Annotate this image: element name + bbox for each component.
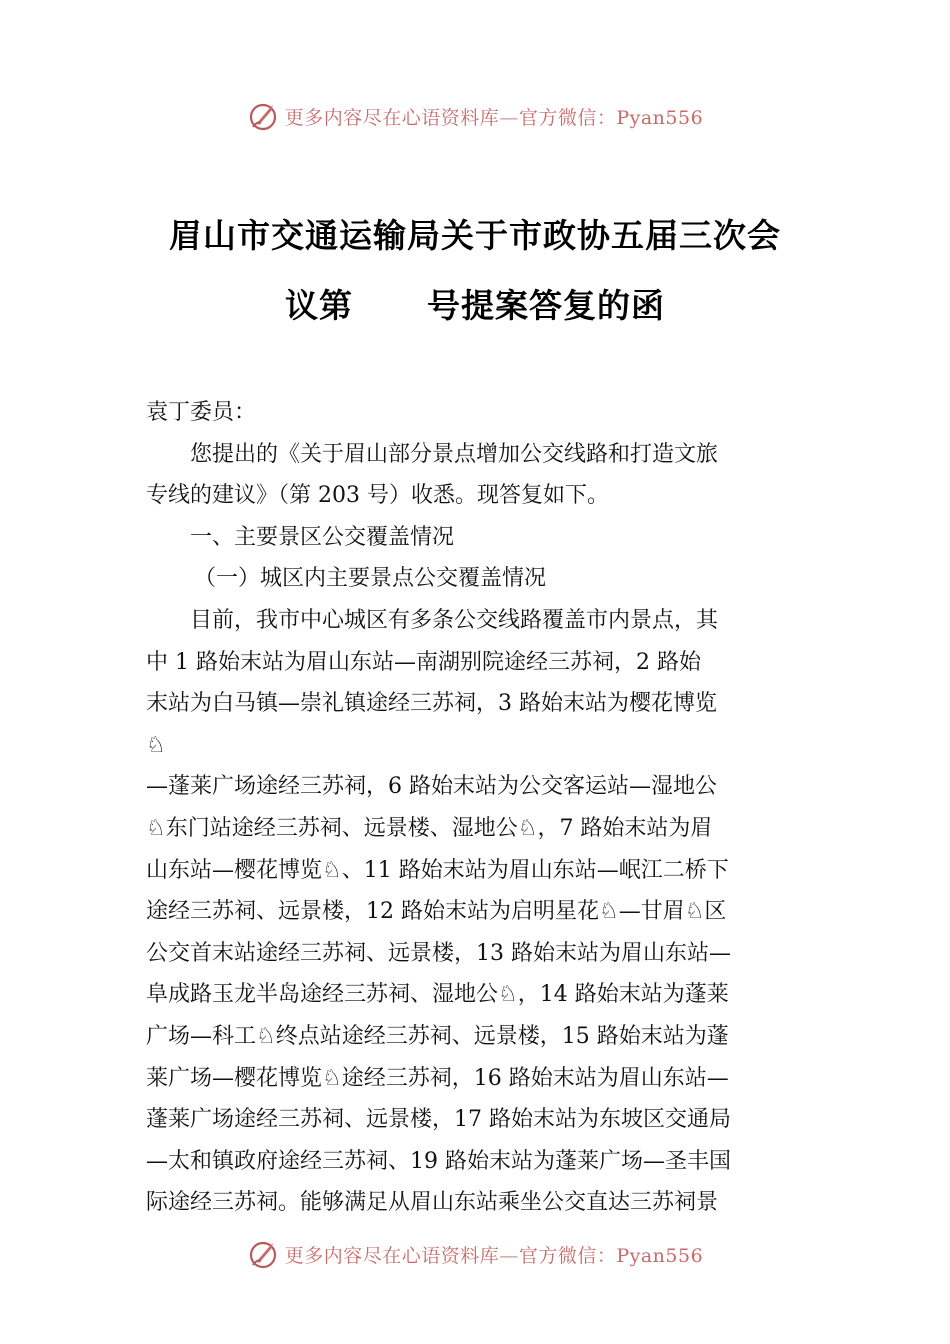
- body-line: 末站为白马镇—崇礼镇途经三苏祠，3 路始末站为樱花博览: [146, 691, 717, 717]
- body-line: 公交首末站途经三苏祠、远景楼，13 路始末站为眉山东站—: [146, 940, 731, 966]
- body-line: 蓬莱广场途经三苏祠、远景楼，17 路始末站为东坡区交通局: [146, 1107, 731, 1133]
- section-heading-2: （一）城区内主要景点公交覆盖情况: [194, 566, 547, 592]
- salutation: 袁丁委员：: [146, 400, 257, 425]
- body-line: 途经三苏祠、远景楼，12 路始末站为启明星花♘—甘眉♘区: [146, 899, 727, 925]
- pen-logo-icon: [247, 99, 281, 133]
- pen-logo-icon: [247, 1237, 281, 1271]
- body-line: 莱广场—樱花博览♘途经三苏祠，16 路始末站为眉山东站—: [146, 1065, 729, 1091]
- intro-line-2: 专线的建议》（第 203 号）收悉。现答复如下。: [146, 483, 609, 509]
- body-line: ♘东门站途经三苏祠、远景楼、湿地公♘，7 路始末站为眉: [146, 815, 713, 841]
- letter-body: [146, 392, 810, 1224]
- watermark-text: 更多内容尽在心语资料库—官方微信：Pyan556: [284, 106, 704, 129]
- body-line-glyph: ♘: [146, 732, 166, 758]
- body-line: 山东站—樱花博览♘、11 路始末站为眉山东站—岷江二桥下: [146, 857, 729, 883]
- watermark-text: 更多内容尽在心语资料库—官方微信：Pyan556: [284, 1244, 704, 1267]
- body-line: 目前，我市中心城区有多条公交线路覆盖市内景点，其: [190, 607, 719, 633]
- section-heading-1: 一、主要景区公交覆盖情况: [190, 524, 455, 550]
- intro-line-1: 您提出的《关于眉山部分景点增加公交线路和打造文旅: [190, 441, 719, 467]
- watermark-banner-top: [0, 96, 950, 136]
- body-line: 际途经三苏祠。能够满足从眉山东站乘坐公交直达三苏祠景: [146, 1190, 719, 1216]
- body-line: —蓬莱广场途经三苏祠，6 路始末站为公交客运站—湿地公: [146, 774, 717, 800]
- body-line: —太和镇政府途经三苏祠、19 路始末站为蓬莱广场—圣丰国: [146, 1148, 731, 1174]
- body-line: 中 1 路始末站为眉山东站—南湖别院途经三苏祠，2 路始: [146, 649, 701, 675]
- watermark-banner-bottom: [0, 1234, 950, 1274]
- body-line: 广场—科工♘终点站途经三苏祠、远景楼，15 路始末站为蓬: [146, 1023, 729, 1049]
- document-title-line2: 议第 号提案答复的函: [285, 286, 665, 325]
- document-title-line1: 眉山市交通运输局关于市政协五届三次会: [169, 216, 781, 255]
- body-line: 阜成路玉龙半岛途经三苏祠、湿地公♘，14 路始末站为蓬莱: [146, 982, 729, 1008]
